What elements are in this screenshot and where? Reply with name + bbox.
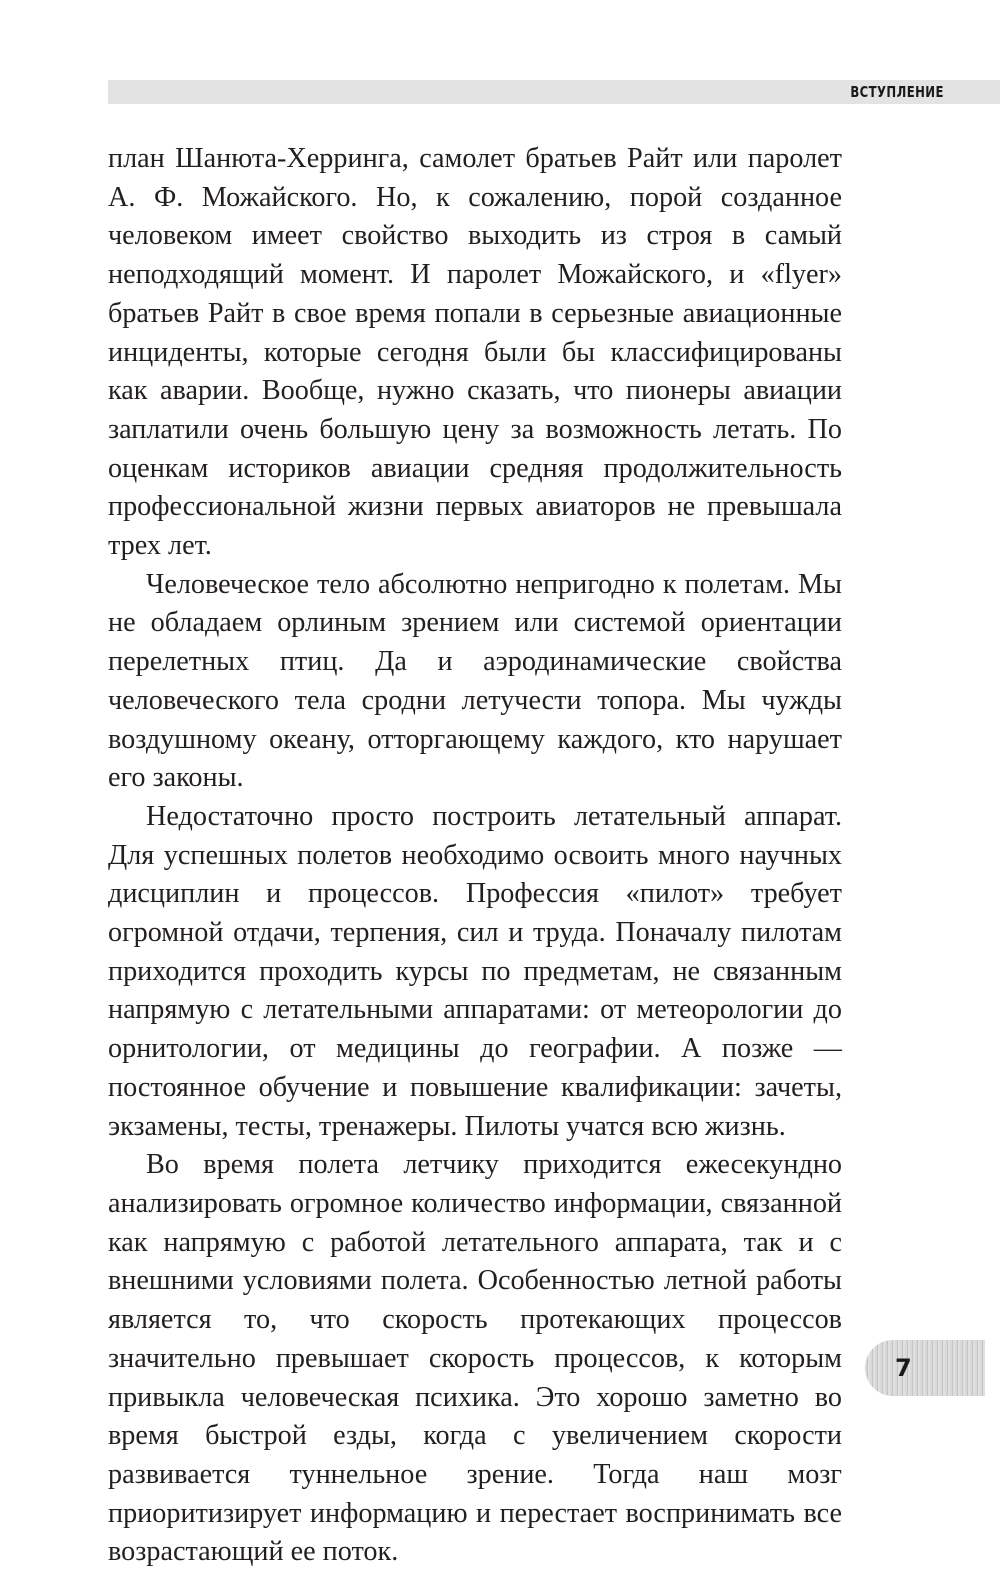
paragraph: Во время полета летчику приходится ежесекундно анализировать огромное количество информации, связанной как напрямую с работой летательного аппарата, так и с внешними условиями полета. Особенностью летной работы является то, что скорость протекающих процессов значительно превышает скорость процессов, к которым привыкла человеческая психика. Это хорошо заметно во время быстрой езды, когда с увеличением скорости развивается туннельное зрение. Тогда наш мозг приоритизирует информацию и перестает воспринимать все возрастающий ее поток.	[108, 1149, 842, 1568]
paragraph-continued: план Шанюта-Херринга, самолет братьев Райт или паролет А. Ф. Можайского. Но, к сожалению, порой созданное человеком имеет свойство выходить из строя в самый неподходящий момент. И паролет Можайского, и «flyer» братьев Райт в свое время попали в серьезные авиационные инциденты, которые сегодня были бы классифицированы как аварии. Вообще, нужно сказать, что пионеры авиации заплатили очень большую цену за возможность летать. По оценкам историков авиации средняя продолжительность профессиональной жизни первых авиаторов не превышала трех лет.	[108, 143, 842, 562]
body-text	[108, 140, 842, 1572]
paragraph: Недостаточно просто построить летательный аппарат. Для успешных полетов необходимо освоить много научных дисциплин и процессов. Профессия «пилот» требует огромной отдачи, терпения, сил и труда. Поначалу пилотам приходится проходить курсы по предметам, не связанным напрямую с летательными аппаратами: от метеорологии до орнитологии, от медицины до географии. А позже — постоянное обучение и повышение квалификации: зачеты, экзамены, тесты, тренажеры. Пилоты учатся всю жизнь.	[108, 800, 842, 1142]
page-number-badge	[865, 1340, 985, 1396]
page-number: 7	[895, 1354, 912, 1382]
running-header	[108, 80, 1000, 104]
paragraph: Человеческое тело абсолютно непригодно к полетам. Мы не обладаем орлиным зрением или системой ориентации перелетных птиц. Да и аэродинамические свойства человеческого тела сродни летучести топора. Мы чужды воздушному океану, отторгающему каждого, кто нарушает его законы.	[108, 568, 842, 794]
section-title: ВСТУПЛЕНИЕ	[850, 83, 944, 101]
